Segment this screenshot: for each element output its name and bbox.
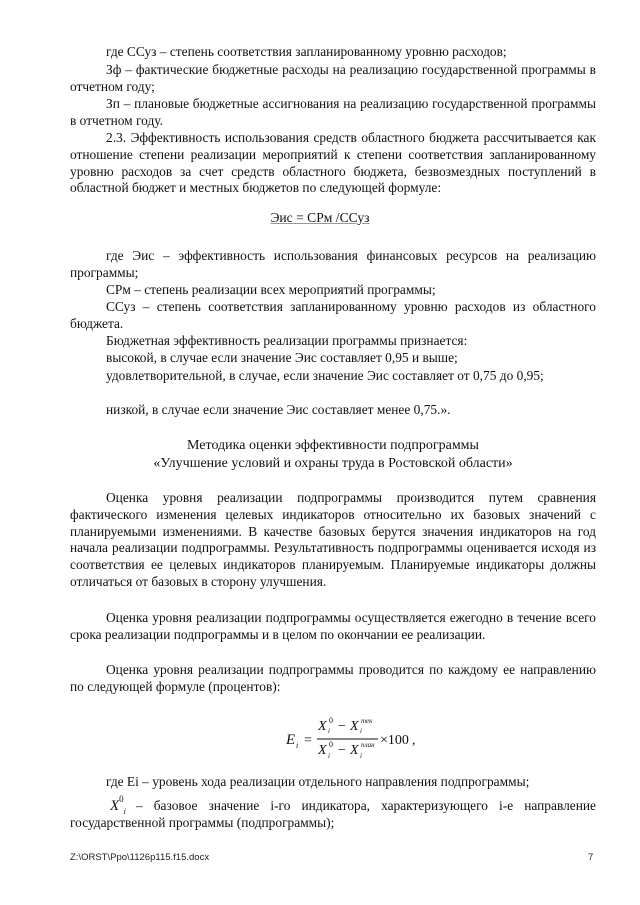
formula-num-minus: − <box>338 719 346 734</box>
paragraph-zf-def: Зф – фактические бюджетные расходы на реализацию государственной программы в отчетном году; <box>70 62 596 94</box>
heading-line-2: «Улучшение условий и охраны труда в Ростовской области» <box>153 456 513 471</box>
formula-comma: , <box>412 733 416 748</box>
formula-den-sub2: i <box>360 752 362 760</box>
paragraph-zp-def: Зп – плановые бюджетные ассигнования на реализацию государственной программы в отчетном году. <box>70 96 596 128</box>
paragraph-eis-def: где Эис – эффективность использования финансовых ресурсов на реализацию программы; <box>70 248 596 280</box>
formula-den-sub1: i <box>328 752 330 760</box>
formula-num-x1: X <box>318 719 327 734</box>
formula-num-x2: X <box>350 719 359 734</box>
formula-ei-lhs-sub: i <box>296 741 299 750</box>
paragraph-2-3: 2.3. Эффективность использования средств областного бюджета рассчитывается как отношение степени реализации мероприятий к степени соответствия запланированному уровню расходов за счет средств областного бюджета, безвозмездных поступлений в областной бюджет и местных бюджетов по следующей формуле: <box>70 130 596 196</box>
footer-file-path: Z:\ORST\Ppo\1126p115.f15.docx <box>70 852 210 863</box>
paragraph-srm-def: СРм – степень реализации всех мероприятий программы; <box>106 282 436 297</box>
formula-eis <box>0 210 640 226</box>
page-number: 7 <box>588 852 594 863</box>
formula-ei-eq: = <box>304 733 312 748</box>
paragraph-satisfactory: удовлетворительной, в случае, если значение Эис составляет от 0,75 до 0,95; <box>106 368 544 383</box>
symbol-xi0-sup: 0 <box>119 794 124 804</box>
formula-den-sup-plan: план <box>361 741 375 749</box>
formula-num-sub1: i <box>328 727 330 735</box>
formula-num-sup0: 0 <box>329 716 333 725</box>
formula-den-sup0: 0 <box>329 740 333 749</box>
paragraph-xi0-def: – базовое значение i-го индикатора, характеризующего i-е направление государственной программы (подпрограммы); <box>70 798 596 830</box>
formula-den-x1: X <box>318 743 327 758</box>
formula-num-sup-tek: тек <box>361 717 373 725</box>
formula-eis-text: Эис = СРм /ССуз <box>270 210 370 225</box>
formula-num-sub2: i <box>360 727 362 735</box>
symbol-xi0-sub: i <box>123 807 126 816</box>
paragraph-assessment: Оценка уровня реализации подпрограммы производится путем сравнения фактического изменения целевых индикаторов относительно их базовых значений с планируемыми изменениями. В качестве базовых берутся значения индикаторов на год начала реализации подпрограммы. Результативность подпрограммы оценивается исходя из соответствия ее целевых индикаторов планируемым. Планируемые индикаторы должны отличаться от базовых в сторону улучшения. <box>70 490 596 589</box>
section-heading <box>70 437 596 473</box>
formula-ei-lhs: E <box>286 732 296 748</box>
paragraph-budget-eff: Бюджетная эффективность реализации программы признается: <box>106 333 468 348</box>
paragraph-sscuz-def: где ССуз – степень соответствия запланированному уровню расходов; <box>106 44 507 59</box>
paragraph-per-direction: Оценка уровня реализации подпрограммы проводится по каждому ее направлению по следующей формуле (процентов): <box>70 662 596 694</box>
formula-times-100: ×100 <box>380 733 409 748</box>
formula-den-x2: X <box>350 743 359 758</box>
paragraph-low: низкой, в случае если значение Эис составляет менее 0,75.». <box>106 402 451 417</box>
paragraph-annual: Оценка уровня реализации подпрограммы осуществляется ежегодно в течение всего срока реализации подпрограммы и в целом по окончании ее реализации. <box>70 610 596 642</box>
paragraph-ei-def: где Ei – уровень хода реализации отдельного направления подпрограммы; <box>106 774 530 789</box>
paragraph-high: высокой, в случае если значение Эис составляет 0,95 и выше; <box>106 350 458 365</box>
paragraph-sscuz-def-2: ССуз – степень соответствия запланированному уровню расходов из областного бюджета. <box>70 299 596 331</box>
heading-line-1: Методика оценки эффективности подпрограммы <box>187 438 479 453</box>
formula-ei <box>286 716 446 762</box>
symbol-xi0-x: X <box>110 798 120 814</box>
formula-den-minus: − <box>338 743 346 758</box>
